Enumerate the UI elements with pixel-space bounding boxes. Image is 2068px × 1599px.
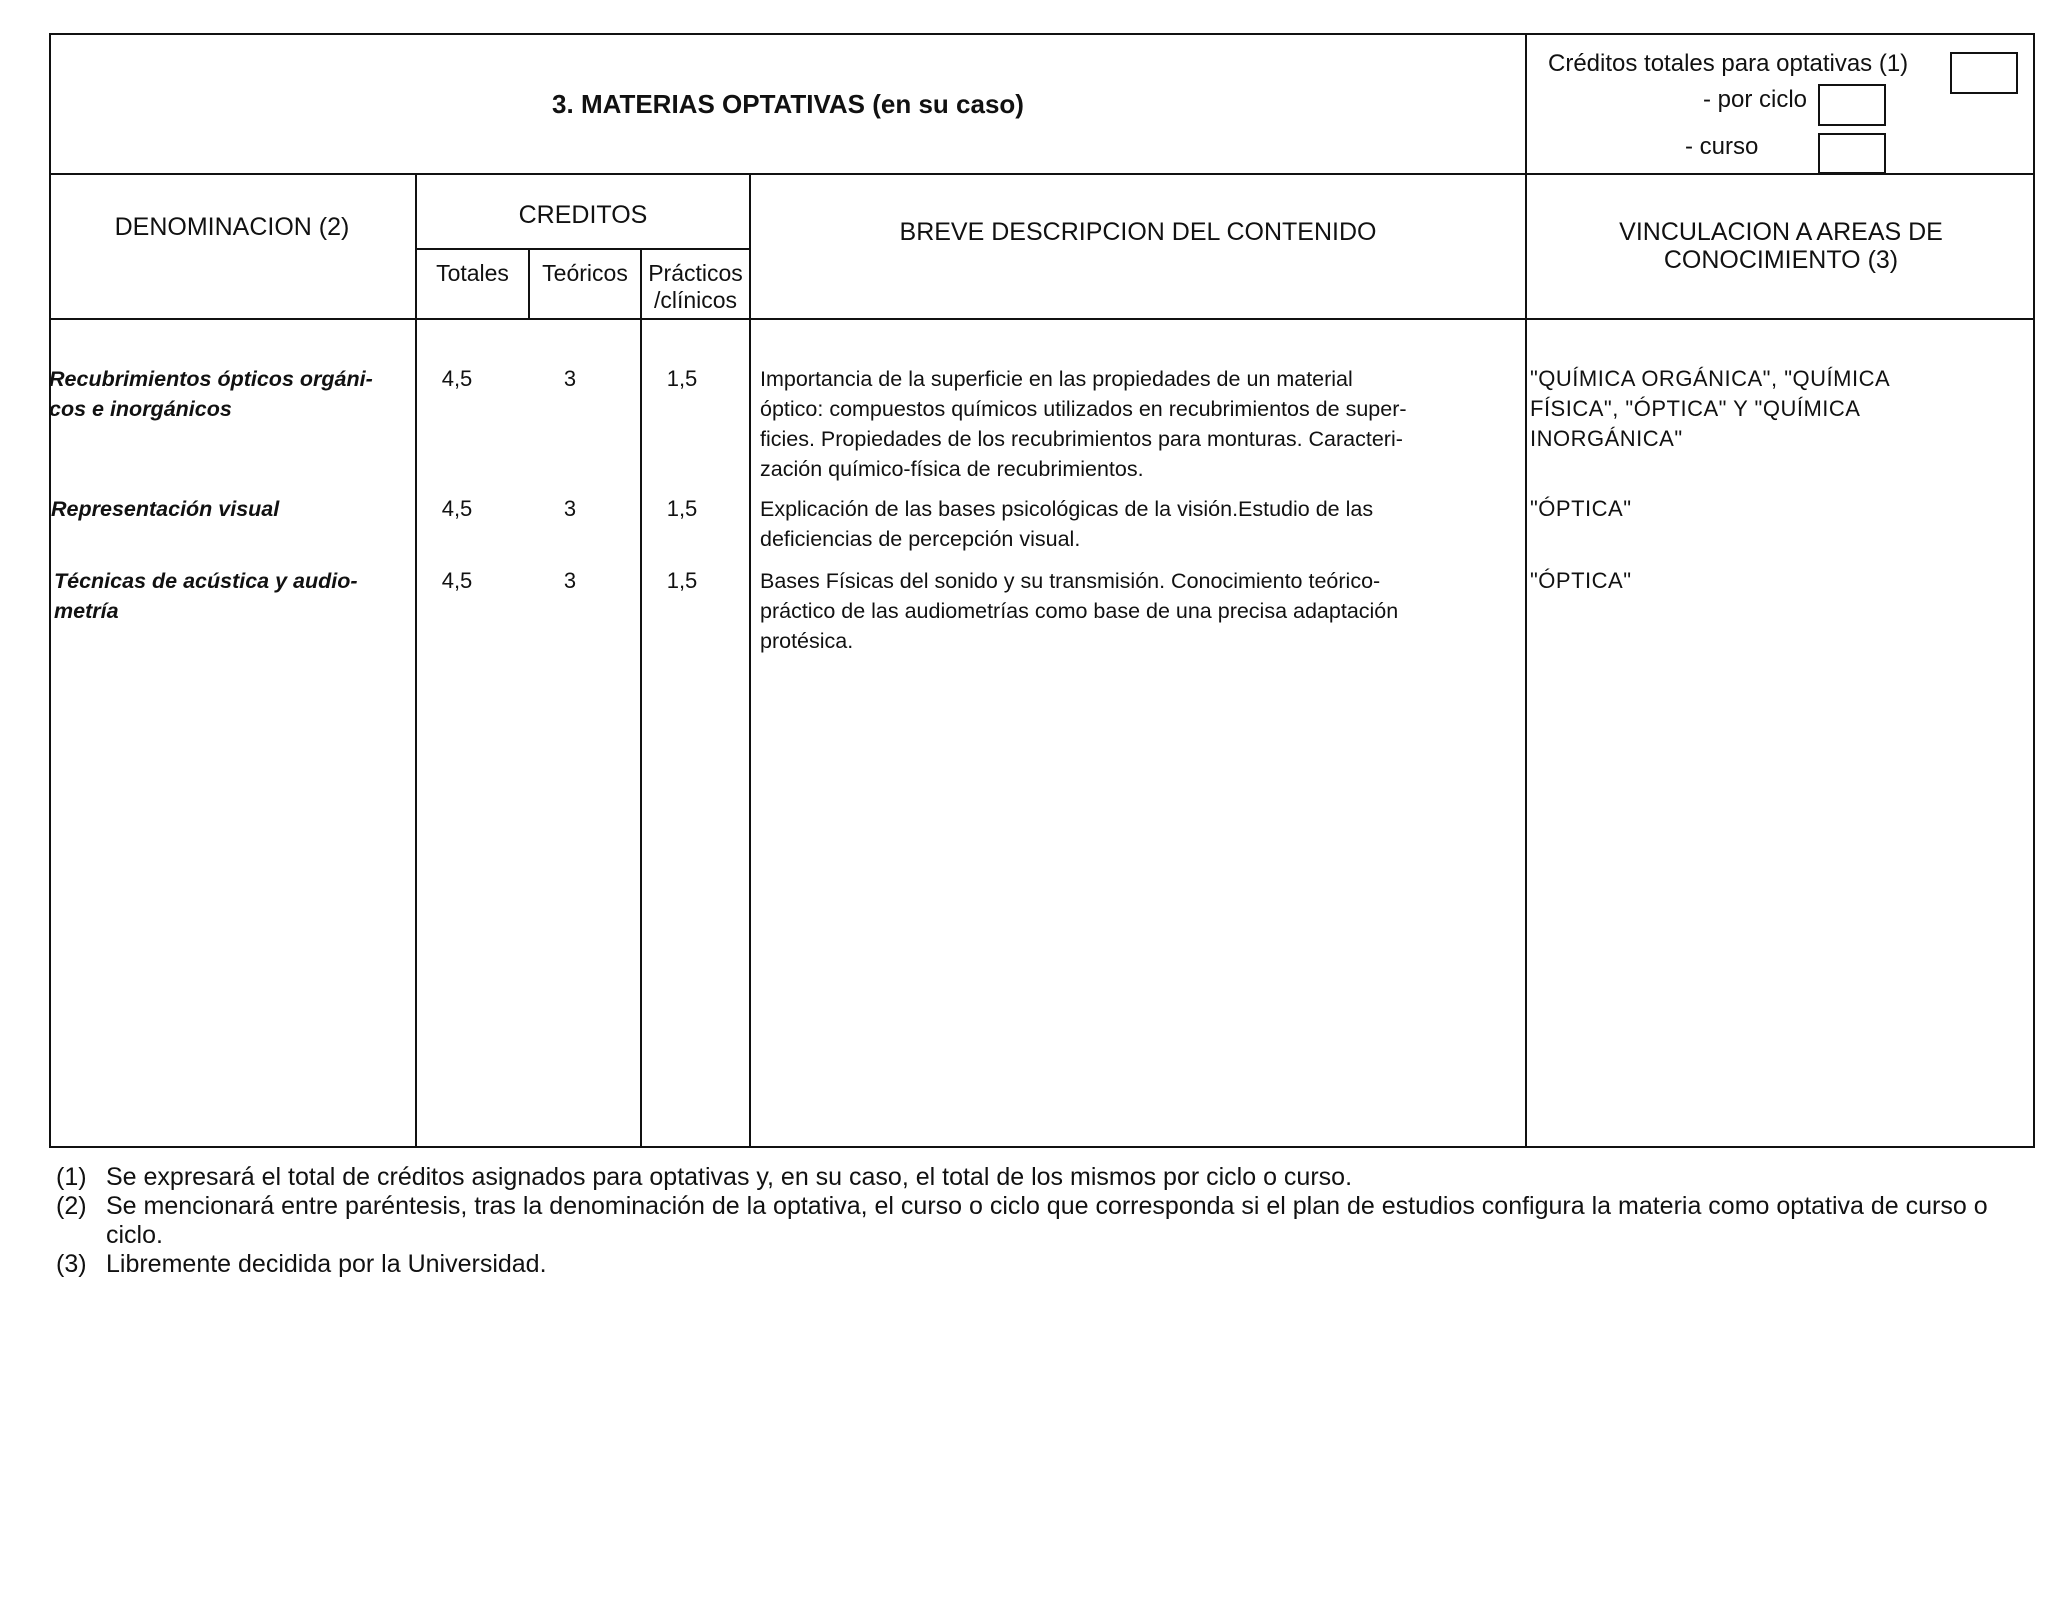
row-description-line: protésica. (760, 629, 854, 653)
row-totales: 4,5 (441, 568, 473, 593)
header-practicos-line1: Prácticos (648, 260, 743, 286)
divider-col-1 (415, 173, 417, 1148)
row-name-line: cos e inorgánicos (49, 397, 232, 421)
header-totales: Totales (436, 260, 509, 286)
row-name-line: metría (54, 599, 119, 623)
row-area-line: "ÓPTICA" (1530, 496, 1632, 521)
header-practicos (642, 260, 749, 314)
header-vinculacion-line1: VINCULACION A AREAS DE (1619, 218, 1943, 246)
footnote-number: (3) (56, 1250, 87, 1278)
footnote-number: (1) (56, 1163, 87, 1191)
row-description (760, 494, 1520, 554)
row-totales: 4,5 (441, 496, 473, 521)
header-vinculacion (1527, 218, 2035, 274)
footnote-text: Se expresará el total de créditos asignados para optativas y, en su caso, el total de los mismos por ciclo o curso. (106, 1163, 1353, 1191)
footnote-text: Se mencionará entre paréntesis, tras la denominación de la optativa, el curso o ciclo que corresponda si el plan de estudios configura la materia como optativa de curso o ciclo. (106, 1192, 1988, 1249)
footnote (56, 1250, 2016, 1279)
row-description (760, 566, 1520, 656)
row-description-line: óptico: compuestos químicos utilizados en recubrimientos de super- (760, 397, 1407, 421)
row-area-line: FÍSICA", "ÓPTICA" Y "QUÍMICA (1530, 396, 1861, 421)
curso-label: - curso (1685, 133, 1759, 160)
row-area-line: "ÓPTICA" (1530, 568, 1632, 593)
totals-input-box[interactable] (1950, 52, 2018, 94)
divider-creditos (416, 248, 750, 250)
row-teoricos: 3 (563, 366, 577, 391)
por-ciclo-input-box[interactable] (1818, 84, 1886, 126)
totals-label: Créditos totales para optativas (1) (1548, 50, 1909, 77)
footnote-text: Libremente decidida por la Universidad. (106, 1250, 547, 1278)
row-name-line: Representación visual (51, 497, 280, 521)
header-practicos-line2: /clínicos (653, 287, 738, 313)
row-area (1530, 364, 2030, 454)
row-description-line: deficiencias de percepción visual. (760, 527, 1081, 551)
section-title: 3. MATERIAS OPTATIVAS (en su caso) (552, 88, 1024, 119)
row-description-line: práctico de las audiometrías como base de una precisa adaptación (760, 599, 1399, 623)
table-row-name (49, 364, 415, 424)
curso-input-box[interactable] (1818, 133, 1886, 174)
row-name-line: Técnicas de acústica y audio- (54, 569, 358, 593)
row-description-line: Importancia de la superficie en las propiedades de un material (760, 367, 1353, 391)
row-description (760, 364, 1520, 484)
header-teoricos: Teóricos (542, 260, 628, 286)
row-totales: 4,5 (441, 366, 473, 391)
footnotes (56, 1163, 2016, 1279)
row-area (1530, 566, 2030, 596)
por-ciclo-label: - por ciclo (1703, 86, 1808, 113)
row-practicos: 1,5 (666, 496, 698, 521)
row-description-line: Explicación de las bases psicológicas de la visión.Estudio de las (760, 497, 1374, 521)
header-creditos: CREDITOS (518, 200, 648, 229)
divider-col-descripcion (1525, 33, 1527, 1148)
row-description-line: Bases Físicas del sonido y su transmisión. Conocimiento teórico- (760, 569, 1381, 593)
row-teoricos: 3 (563, 568, 577, 593)
row-area (1530, 494, 2030, 524)
row-description-line: zación químico-física de recubrimientos. (760, 457, 1144, 481)
row-name-line: Recubrimientos ópticos orgáni- (49, 367, 373, 391)
header-denominacion: DENOMINACION (2) (114, 213, 350, 241)
row-area-line: "QUÍMICA ORGÁNICA", "QUÍMICA (1530, 366, 1891, 391)
footnote-number: (2) (56, 1192, 87, 1220)
divider-col-practicos (749, 173, 751, 1148)
footnote (56, 1192, 2016, 1250)
table-row-name (54, 566, 415, 626)
header-descripcion: BREVE DESCRIPCION DEL CONTENIDO (899, 218, 1377, 246)
row-practicos: 1,5 (666, 568, 698, 593)
row-description-line: ficies. Propiedades de los recubrimientos para monturas. Caracteri- (760, 427, 1403, 451)
footnote (56, 1163, 2016, 1192)
row-teoricos: 3 (563, 496, 577, 521)
table-row-name (51, 494, 415, 524)
row-practicos: 1,5 (666, 366, 698, 391)
header-vinculacion-line2: CONOCIMIENTO (3) (1663, 246, 1899, 274)
divider-header (49, 318, 2035, 320)
row-area-line: INORGÁNICA" (1530, 426, 1683, 451)
